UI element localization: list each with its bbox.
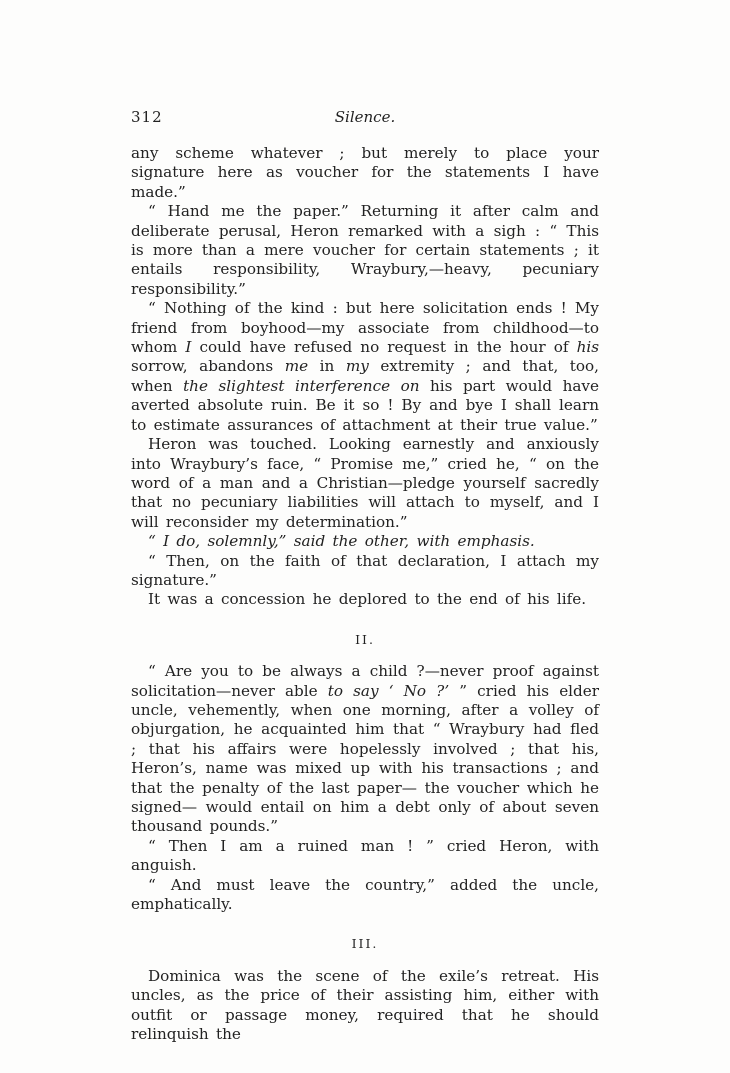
section-heading: III. <box>351 936 379 952</box>
text-segment: “ Nothing of the kind : but here solicitation ends ! My friend from boyhood—my associate from childhood—to whom <box>131 299 599 357</box>
text-segment: could have refused no request in the hour of <box>191 338 577 357</box>
paragraph <box>131 967 599 1045</box>
section-heading: II. <box>355 631 375 647</box>
paragraph <box>131 144 599 202</box>
paragraph <box>131 299 599 435</box>
text-segment: his part would have averted absolute ruin. Be it so ! By and bye I shall learn to estimate assurances of attachment at their true value.” <box>131 376 599 434</box>
text-segment: ” cried his elder uncle, vehemently, when one morning, after a volley of objurgation, he acquainted him that “ Wraybury had fled ; that his affairs were hopelessly involved ; that his, Heron’s, name was mixed up with his transactions ; and that the penalty of the last paper— the voucher which he signed— would entail on him a debt only of about seven thousand pounds.” <box>131 681 600 836</box>
text-segment: in <box>308 357 346 376</box>
paragraph <box>131 590 599 609</box>
paragraph <box>131 532 599 551</box>
paragraph <box>131 662 599 837</box>
text-segment: “ Then I am a ruined man ! ” cried Heron, with anguish. <box>131 836 599 875</box>
text-segment: to say ‘ No ?’ <box>327 681 450 700</box>
page-number: 312 <box>131 108 163 126</box>
paragraph <box>131 552 599 591</box>
text-segment: me <box>284 357 309 376</box>
running-title: Silence. <box>334 108 396 126</box>
text-column <box>131 107 599 1044</box>
text-segment: “ And must leave the country,” added the uncle, emphatically. <box>131 875 599 914</box>
paragraph <box>131 202 599 299</box>
text-segment: sorrow, abandons <box>131 357 285 376</box>
text-segment: “ Then, on the faith of that declaration, I attach my signature.” <box>131 551 599 589</box>
text-segment: my <box>345 357 369 376</box>
paragraph <box>131 837 599 876</box>
text-segment: any scheme whatever ; but merely to place your signature here as voucher for the statements I have made.” <box>131 144 599 201</box>
page-body <box>131 144 599 1044</box>
paragraph <box>131 435 599 532</box>
text-segment: It was a concession he deplored to the end of his life. <box>148 590 587 609</box>
text-segment: Heron was touched. Looking earnestly and anxiously into Wraybury’s face, “ Promise me,” cried he, “ on the word of a man and a Christian—pledge yourself sacredly that no pecuniary liabilities will attach to myself, and I will reconsider my determination.” <box>131 435 599 531</box>
text-segment: the slightest interference on <box>183 376 420 395</box>
paragraph <box>131 876 599 915</box>
text-segment: “ Are you to be always a child ?—never proof against solicitation—never able <box>131 662 599 700</box>
text-segment: his <box>576 338 599 357</box>
text-segment: extremity ; and that, too, when <box>131 357 600 395</box>
text-segment: “ Hand me the paper.” Returning it after calm and deliberate perusal, Heron remarked with a sigh : “ This is more than a mere voucher for certain statements ; it entails responsibility, Wraybury,—heavy, pecuniary responsibility.” <box>131 202 599 298</box>
page-header <box>131 107 599 129</box>
text-segment: I <box>185 338 192 357</box>
text-segment: Dominica was the scene of the exile’s retreat. His uncles, as the price of their assisting him, either with outfit or passage money, required that he should relinquish the <box>131 966 599 1044</box>
text-segment: “ I do, solemnly,” said the other, with emphasis. <box>148 532 535 551</box>
